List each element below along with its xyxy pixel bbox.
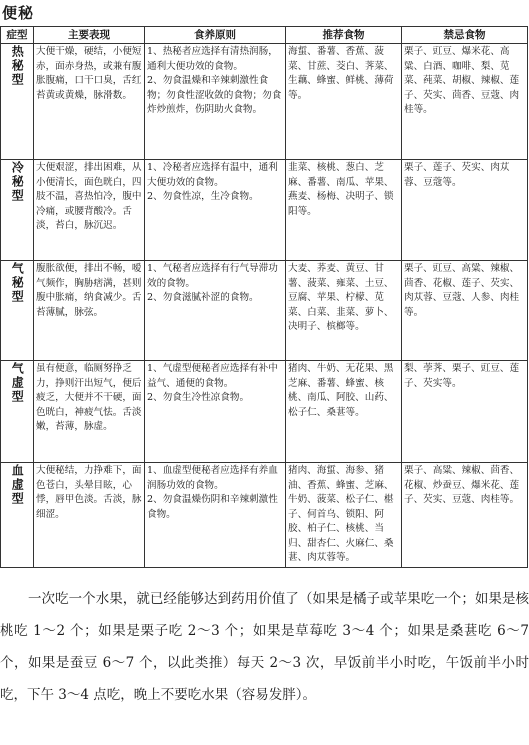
- table-row: [1, 160, 528, 261]
- row-principle: 1、气秘者应选择有行气导滞功效的食物。 2、勿食滋腻补涩的食物。: [145, 261, 286, 361]
- row-recommended: 猪肉、海蜇、海参、猪油、香蕉、蜂蜜、芝麻、牛奶、菠菜、松子仁、椹子、何首乌、锁阳、阿胶、柏子仁、核桃、当归、甜杏仁、火麻仁、桑葚、肉苁蓉等。: [286, 463, 402, 568]
- row-type: 热秘型: [10, 45, 25, 87]
- table-row: [1, 361, 528, 463]
- header-symptoms: 主要表现: [34, 27, 145, 44]
- row-forbidden: 栗子、豇豆、爆米花、高粱、白酒、咖啡、梨、苋菜、莼菜、胡椒、辣椒、莲子、芡实、茴香、豆蔻、肉桂等。: [402, 44, 528, 160]
- table-row: [1, 261, 528, 361]
- row-symptoms: 大便艰涩，排出困难，从小便清长，面色晄白，四肢不温，喜热怕冷，腹中冷痛，或腰背酸冷。舌淡，苔白，脉沉迟。: [34, 160, 145, 261]
- row-forbidden: 栗子、豇豆、高粱、辣椒、茴香、花椒、莲子、芡实、肉苁蓉、豆蔻、人参、肉桂等。: [402, 261, 528, 361]
- row-forbidden: 梨、荸荠、栗子、豇豆、莲子、芡实等。: [402, 361, 528, 463]
- row-type: 血虚型: [10, 464, 25, 506]
- row-type: 气秘型: [10, 262, 25, 304]
- header-type: 症型: [1, 27, 34, 44]
- header-forbidden: 禁忌食物: [402, 27, 528, 44]
- row-type-cell: [1, 261, 34, 361]
- table-row: [1, 463, 528, 568]
- fruit-advice-paragraph: [0, 583, 529, 711]
- header-principle: 食养原则: [145, 27, 286, 44]
- row-symptoms: 腹胀欲便，排出不畅，嗳气频作，胸胁痞满，甚则腹中胀痛，纳食减少。舌苔薄腻，脉弦。: [34, 261, 145, 361]
- page-title: 便秘: [2, 4, 35, 22]
- table-row: [1, 44, 528, 160]
- paragraph-text: 一次吃一个水果，就已经能够达到药用价值了（如果是橘子或苹果吃一个；如果是核桃吃 1～2 个；如果是栗子吃 2～3 个；如果是草莓吃 3～4 个；如果是桑葚吃 6～7 个，如果是蚕豆 6～7 个，以此类推）每天 2～3 次，早饭前半小时吃，午饭前半小时吃，下午 3～4 点吃，晚上不要吃水果（容易发胖）。: [0, 591, 529, 703]
- row-recommended: 大麦、荞麦、黄豆、甘薯、菠菜、雍菜、土豆、豆腐、苹果、柠檬、苋菜、白菜、韭菜、萝卜、决明子、槟榔等。: [286, 261, 402, 361]
- row-principle: 1、热秘者应选择有清热润肠，通利大便功效的食物。 2、勿食温燥和辛辣刺激性食物；勿食性涩收敛的食物；勿食炸炒煎炸，伤阴助火食物。: [145, 44, 286, 160]
- row-type: 冷秘型: [10, 161, 25, 203]
- row-type-cell: [1, 463, 34, 568]
- row-recommended: 海蜇、番薯、香蕉、菠菜、甘蔗、茭白、荠菜、生藕、蜂蜜、鲜桃、薄荷等。: [286, 44, 402, 160]
- row-type-cell: [1, 160, 34, 261]
- row-forbidden: 栗子、莲子、芡实、肉苁蓉、豆蔻等。: [402, 160, 528, 261]
- row-recommended: 猪肉、牛奶、无花果、黑芝麻、番薯、蜂蜜、核桃、南瓜、阿胶、山药、松子仁、桑葚等。: [286, 361, 402, 463]
- row-type: 气虚型: [10, 362, 25, 404]
- row-forbidden: 栗子、高粱、辣椒、茴香、花椒、炒蚕豆、爆米花、莲子、芡实、豆蔻、肉桂等。: [402, 463, 528, 568]
- row-principle: 1、血虚型便秘者应选择有养血润肠功效的食物。 2、勿食温燥伤阴和辛辣刺激性食物。: [145, 463, 286, 568]
- row-recommended: 韭菜、核桃、葱白、芝麻、番薯、南瓜、苹果、燕麦、杨梅、决明子、锁阳等。: [286, 160, 402, 261]
- table-header-row: [1, 27, 528, 44]
- row-type-cell: [1, 44, 34, 160]
- row-type-cell: [1, 361, 34, 463]
- header-recommended: 推荐食物: [286, 27, 402, 44]
- row-principle: 1、气虚型便秘者应选择有补中益气、通便的食物。 2、勿食生冷性凉食物。: [145, 361, 286, 463]
- row-symptoms: 大便秘结，力挣难下，面色苍白，头晕目眩，心悸，唇甲色淡。舌淡，脉细涩。: [34, 463, 145, 568]
- diet-table: [0, 26, 528, 568]
- row-symptoms: 大便干燥，硬结，小便短赤，面赤身热，或兼有腹胀腹痛，口干口臭，舌红苔黄或黄燥，脉滑数。: [34, 44, 145, 160]
- row-symptoms: 虽有便意，临厕努挣乏力，挣则汗出短气，便后疲乏，大便并不干硬，面色晄白，神疲气怯。舌淡嫩，苔薄，脉虚。: [34, 361, 145, 463]
- row-principle: 1、冷秘者应选择有温中，通利大便功效的食物。 2、勿食性凉，生冷食物。: [145, 160, 286, 261]
